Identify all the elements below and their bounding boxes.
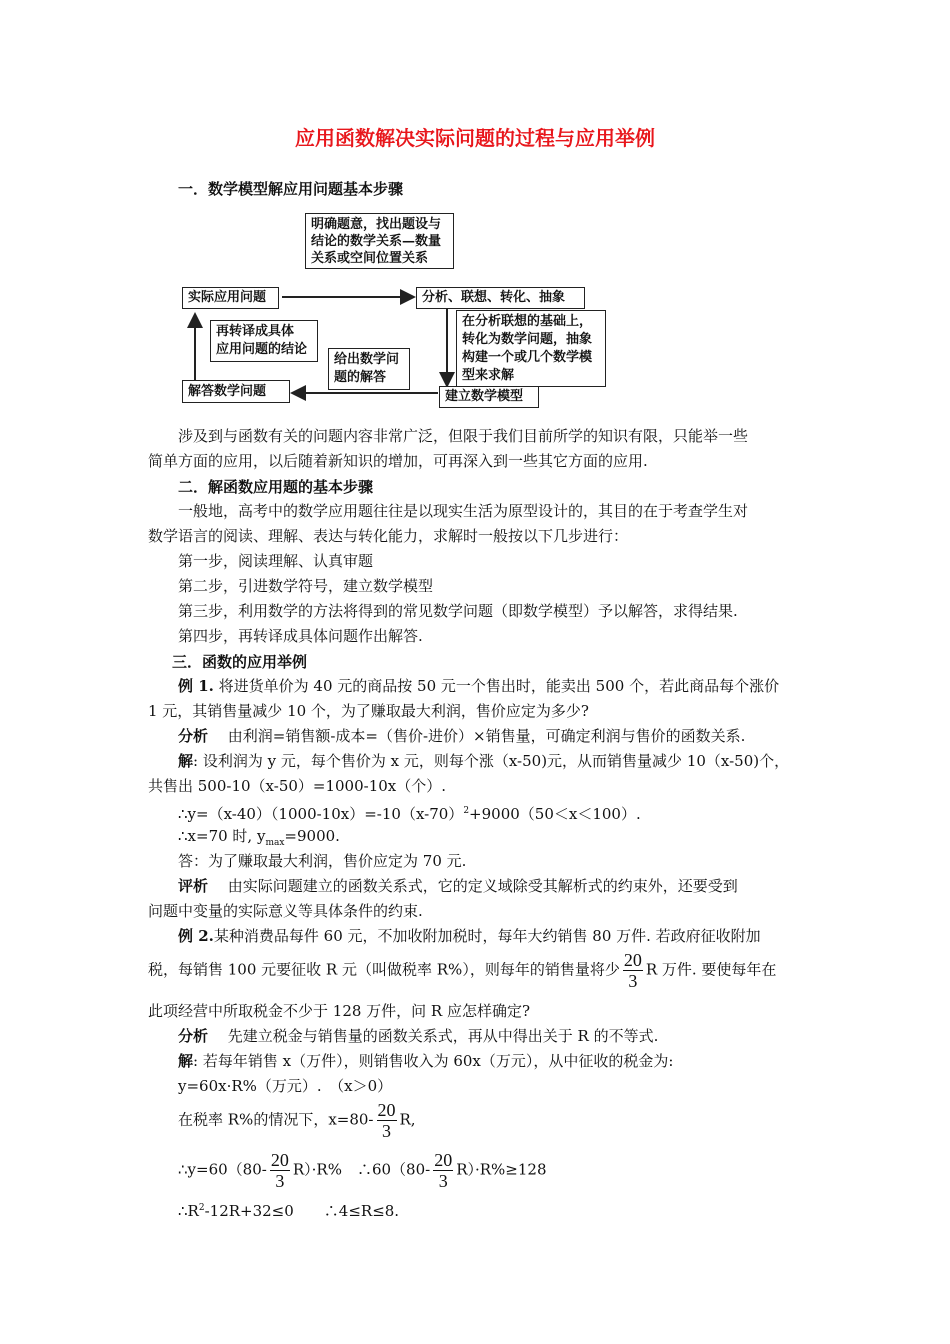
box-math-answer-line-2: 题的解答 [334,370,387,385]
exponent: 2 [463,806,470,816]
solution-2-3a: 在税率 R%的情况下，x=80- [178,1110,374,1129]
example-2-label: 例 2. [178,927,214,945]
example-2-solution-line-2: y=60x·R%（万元）. （x＞0） [178,1077,393,1095]
example-1-answer: 答：为了赚取最大利润，售价应定为 70 元. [178,852,467,870]
example-2-text-2a: 税，每销售 100 元要征收 R 元（叫做税率 R%），则每年的销售量将少 [148,960,620,979]
solution-2-4b: R）·R% ∴60（80- [292,1160,431,1179]
example-1-label: 例 1. [178,677,214,695]
example-2-solution-line-3 [178,1100,416,1141]
para-2-line-1: 一般地，高考中的数学应用题往往是以现实生活为原型设计的，其目的在于考查学生对 [178,502,749,520]
box-clarify-line-1: 明确题意，找出题设与 [311,217,442,232]
section-3-heading: 三．函数的应用举例 [172,653,308,671]
solution-3a: ∴y=（x-40）（1000-10x）=-10（x-70） [178,805,464,823]
solution-label: 解 [178,752,194,770]
solution-label-2: 解 [178,1052,194,1070]
box-convert-line-1: 在分析联想的基础上， [462,314,593,329]
step-4: 第四步，再转译成具体问题作出解答. [178,627,423,645]
frac-den: 3 [438,1171,448,1191]
section-1-heading: 一．数学模型解应用问题基本步骤 [178,180,404,198]
exponent-2: 2 [198,1203,205,1213]
para-2-line-2: 数学语言的阅读、理解、表达与转化能力，求解时一般按以下几步进行： [148,527,629,545]
example-1-line-2: 1 元，其销售量减少 10 个，为了赚取最大利润，售价应定为多少? [148,702,589,720]
box-math-answer-line-1: 给出数学问 [334,352,400,367]
solution-4b: =9000. [284,827,340,845]
example-2-text-1: 某种消费品每件 60 元，不加收附加税时，每年大约销售 80 万件. 若政府征收附加 [213,927,761,945]
solution-2-3b: R, [399,1110,416,1129]
frac-den: 3 [275,1171,285,1191]
example-1-text-1: 将进货单价为 40 元的商品按 50 元一个售出时，能卖出 500 个，若此商品每个涨价 [213,677,780,695]
example-2-solution-line-4 [178,1150,547,1191]
subscript-max: max [265,838,285,848]
solution-3b: +9000（50＜x＜100）. [469,805,641,823]
fraction-20-over-3 [623,950,643,991]
fraction-20-over-3 [377,1100,397,1141]
comment-text-1: 由实际问题建立的函数关系式，它的定义域除受其解析式的约束外，还要受到 [208,877,738,895]
box-analysis: 分析、联想、转化、抽象 [416,287,585,309]
box-retranslate-line-1: 再转译成具体 [216,324,295,339]
box-practical-problem: 实际应用问题 [182,287,279,309]
step-2: 第二步，引进数学符号，建立数学模型 [178,577,434,595]
step-1: 第一步，阅读理解、认真审题 [178,552,374,570]
comment-label: 评析 [178,877,209,895]
solution-4a: ∴x=70 时, y [178,827,266,845]
example-2-line-1 [178,926,761,946]
step-3: 第三步，利用数学的方法将得到的常见数学问题（即数学模型）予以解答，求得结果. [178,602,738,620]
analysis-text-2: 先建立税金与销售量的函数关系式，再从中得出关于 R 的不等式. [208,1027,659,1045]
example-1-solution-line-1 [178,751,789,771]
box-solve-math: 解答数学问题 [182,380,290,403]
solution-2-5b: -12R+32≤0 ∴4≤R≤8. [204,1202,400,1220]
frac-num: 20 [623,950,642,970]
box-clarify-meaning [305,213,454,269]
example-1-solution-line-2: 共售出 500-10（x-50）=1000-10x（个）. [148,777,447,795]
page-title: 应用函数解决实际问题的过程与应用举例 [295,126,655,150]
frac-num: 20 [434,1150,453,1170]
example-1-line-1 [178,676,779,696]
box-convert-model [456,310,606,387]
solution-2-4a: ∴y=60（80- [178,1160,267,1179]
fraction-20-over-3 [270,1150,290,1191]
example-1-analysis [178,726,745,746]
frac-num: 20 [377,1100,396,1120]
box-build-model: 建立数学模型 [439,386,539,408]
box-clarify-line-3: 关系或空间位置关系 [311,251,429,266]
flowchart-diagram [0,0,950,420]
example-2-text-2b: R 万件. 要使每年在 [645,960,777,979]
solution-2-text-1: : 若每年销售 x（万件），则销售收入为 60x（万元），从中征收的税金为: [193,1052,674,1070]
frac-den: 3 [628,971,638,991]
para-1-line-1: 涉及到与函数有关的问题内容非常广泛，但限于我们目前所学的知识有限，只能举一些 [178,427,749,445]
fraction-20-over-3 [433,1150,453,1191]
solution-2-5a: ∴R [178,1202,199,1220]
example-2-line-2 [148,950,776,991]
box-clarify-line-2: 结论的数学关系—数量 [311,234,442,249]
box-convert-line-3: 构建一个或几个数学模 [462,350,593,365]
analysis-label-2: 分析 [178,1027,209,1045]
analysis-text: 由利润=销售额-成本=（售价-进价）×销售量，可确定利润与售价的函数关系. [208,727,746,745]
example-2-analysis [178,1026,658,1046]
example-1-comment [178,876,738,896]
example-2-solution-line-1 [178,1051,673,1071]
example-2-line-3: 此项经营中所取税金不少于 128 万件，问 R 应怎样确定? [148,1002,531,1020]
solution-text-1: : 设利润为 y 元，每个售价为 x 元，则每个涨（x-50)元，从而销售量减少 10（x-50)个， [193,752,790,770]
frac-den: 3 [382,1121,391,1141]
box-retranslate [210,320,318,362]
solution-2-4c: R）·R%≥128 [456,1160,547,1179]
example-1-solution-line-4 [178,826,340,853]
example-1-solution-line-3 [178,801,641,824]
frac-num: 20 [270,1150,289,1170]
example-1-comment-line-2: 问题中变量的实际意义等具体条件的约束. [148,902,423,920]
box-convert-line-2: 转化为数学问题，抽象 [462,332,593,347]
box-math-answer [328,348,410,390]
section-2-heading: 二．解函数应用题的基本步骤 [178,478,374,496]
para-1-line-2: 简单方面的应用，以后随着新知识的增加，可再深入到一些其它方面的应用. [148,452,648,470]
box-convert-line-4: 型来求解 [462,368,515,383]
analysis-label: 分析 [178,727,209,745]
example-2-solution-line-5 [178,1198,399,1221]
box-retranslate-line-2: 应用问题的结论 [216,342,308,357]
